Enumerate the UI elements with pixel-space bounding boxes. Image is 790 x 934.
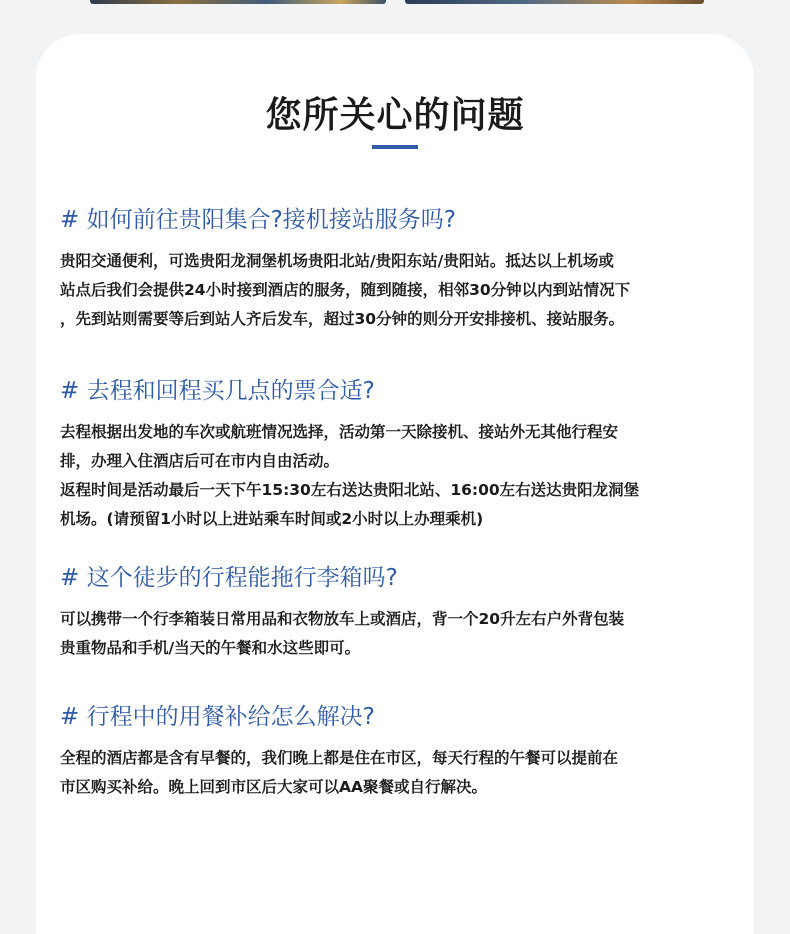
faq-answer <box>60 418 750 534</box>
faq-answer-line: 站点后我们会提供24小时接到酒店的服务，随到随接，相邻30分钟以内到站情况下 <box>60 281 631 299</box>
faq-answer-line: 市区购买补给。晚上回到市区后大家可以AA聚餐或自行解决。 <box>60 778 487 796</box>
faq-answer-line: 返程时间是活动最后一天下午15:30左右送达贵阳北站、16:00左右送达贵阳龙洞堡 <box>60 481 640 499</box>
faq-question: # 如何前往贵阳集合?接机接站服务吗? <box>60 207 456 233</box>
faq-item-meals <box>60 701 750 802</box>
page-title: 您所关心的问题 <box>265 95 525 136</box>
faq-answer <box>60 605 750 663</box>
faq-answer-line: 贵重物品和手机/当天的午餐和水这些即可。 <box>60 639 361 657</box>
faq-item-ticket-timing <box>60 375 750 534</box>
scenery-photo-right <box>405 0 704 4</box>
faq-answer <box>60 744 750 802</box>
faq-question: # 行程中的用餐补给怎么解决? <box>60 704 375 730</box>
faq-question: # 这个徒步的行程能拖行李箱吗? <box>60 565 398 591</box>
faq-answer-line: 排，办理入住酒店后可在市内自由活动。 <box>60 452 340 470</box>
faq-item-luggage <box>60 562 750 663</box>
faq-answer-line: 可以携带一个行李箱装日常用品和衣物放车上或酒店，背一个20升左右户外背包装 <box>60 610 625 628</box>
faq-answer-line: 全程的酒店都是含有早餐的，我们晚上都是住在市区，每天行程的午餐可以提前在 <box>60 749 619 767</box>
faq-answer-line: 贵阳交通便利，可选贵阳龙洞堡机场贵阳北站/贵阳东站/贵阳站。抵达以上机场或 <box>60 252 614 270</box>
faq-answer-line: 机场。(请预留1小时以上进站乘车时间或2小时以上办理乘机) <box>60 510 484 528</box>
scenery-photo-left <box>90 0 386 4</box>
faq-question: # 去程和回程买几点的票合适? <box>60 378 375 404</box>
faq-item-airport-transfer <box>60 204 750 334</box>
faq-answer <box>60 247 750 334</box>
faq-answer-line: 去程根据出发地的车次或航班情况选择，活动第一天除接机、接站外无其他行程安 <box>60 423 619 441</box>
title-underline <box>372 145 418 149</box>
faq-answer-line: ，先到站则需要等后到站人齐后发车，超过30分钟的则分开安排接机、接站服务。 <box>60 310 625 328</box>
